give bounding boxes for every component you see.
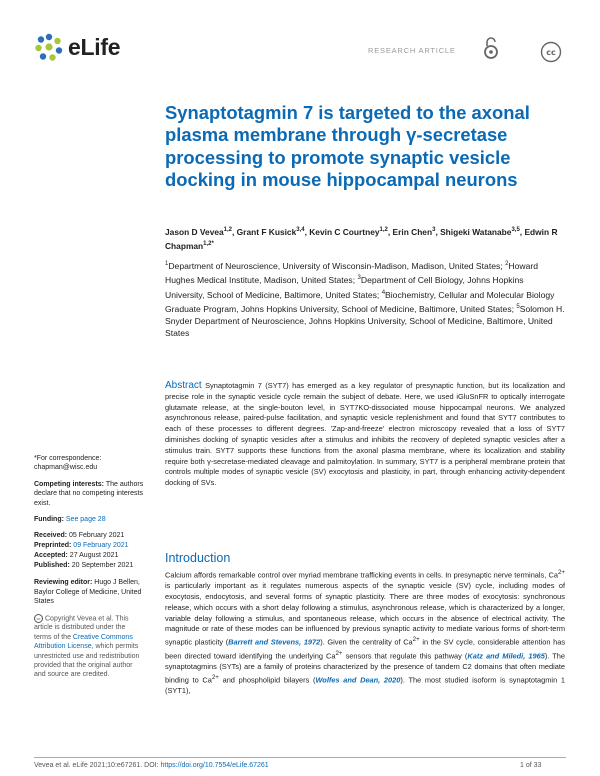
reviewing-editor [34, 578, 144, 606]
correspondence-label: *For correspondence: [34, 455, 102, 462]
author-affiliation-marker: 1,2 [379, 227, 388, 233]
competing-interests [34, 480, 144, 508]
citation-link[interactable]: Katz and Miledi, 1965 [467, 650, 545, 660]
reviewing-label: Reviewing editor: [34, 579, 93, 587]
intro-text-2: is particularly important as it regulates numerous aspects of the synaptic vesicle (SV) cycle, including modes of exocytosis, endocytosis, and several forms of synaptic plasticity. There are three modes of exocytosis: synchronous release, which occurs with a short delay following a stimulus, asynchronous release, which is characterized by a longer, variable delay following a stimulus, and spontaneous release, which occurs in the absence of electrical activity. The magnitude or rate of these modes can be influenced by previous synaptic activity to mediate various forms of short-term synaptic plasticity ( [165, 581, 565, 647]
open-access-icon[interactable] [482, 36, 500, 60]
copyright-notice [34, 614, 144, 680]
copyright-text-b: which permits unrestricted use and redistribution provided that the original author and source are credited. [34, 643, 140, 679]
article-dates [34, 531, 144, 571]
intro-text-3: ). Given the centrality of Ca [320, 637, 413, 647]
article-type: RESEARCH ARTICLE [368, 46, 456, 55]
author-name: Kevin C Courtney [309, 226, 380, 237]
superscript: 2+ [335, 649, 343, 657]
copyright-text-a: Copyright Vevea et al. This article is distributed under the terms of the [34, 615, 129, 641]
published-date: 20 September 2021 [71, 562, 134, 570]
intro-text-1: Calcium affords remarkable control over myriad membrane trafficking events in cells. In presynaptic nerve terminals, Ca [165, 570, 558, 580]
creative-commons-icon[interactable] [540, 41, 562, 63]
correspondence-email[interactable]: chapman@wisc.edu [34, 464, 98, 472]
author-affiliation-marker: 1,2* [203, 240, 214, 247]
accepted-label: Accepted: [34, 552, 68, 560]
citation-link[interactable]: Wolfes and Dean, 2020 [315, 675, 401, 685]
introduction-text [165, 568, 565, 697]
logo-text: eLife [68, 33, 121, 60]
affiliation-text: Howard Hughes Medical Institute, Madison, United States; [165, 260, 539, 286]
affiliation-number: 5 [516, 303, 520, 310]
intro-text-8: ). The most studied isoform is synaptotagmin 1 (SYT1), [165, 675, 565, 695]
affiliation-number: 1 [165, 261, 169, 267]
superscript: 2+ [412, 636, 420, 644]
preprinted-label: Preprinted: [34, 542, 72, 550]
affiliation-text: Solomon H. Snyder Department of Neuroscience, Johns Hopkins University, School of Medicine, Baltimore, United States [165, 303, 565, 339]
svg-text:cc: cc [546, 48, 556, 57]
accepted-date: 27 August 2021 [69, 552, 119, 560]
reviewing-text: Hugo J Bellen, Baylor College of Medicine, United States [34, 579, 142, 606]
intro-text-4: in the SV cycle, considerable attention has been directed toward identifying the underlying Ca [165, 637, 566, 660]
superscript: 2+ [557, 569, 565, 576]
citation-link[interactable]: Barrett and Stevens, 1972 [228, 637, 321, 647]
affiliation-number: 4 [381, 289, 386, 296]
correspondence [34, 454, 144, 473]
abstract-text: Synaptotagmin 7 (SYT7) has emerged as a key regulator of presynaptic function, but its localization and precise role in the synaptic vesicle cycle remain the subject of debate. Here, we used iGluSnFR to optically interrogate glutamate release, at the single-bouton level, in SYT7KO-dissociated mouse hippocampal neurons. We analyzed asynchronous release, paired-pulse facilitation, and synaptic vesicle replenishment and found that SYT7 contributes to each of these processes to different degrees. 'Zap-and-freeze' electron microscopy revealed that a loss of SYT7 diminishes docking of synaptic vesicles after a stimulus and inhibits the recovery of depleted synaptic vesicles after a stimulus train. SYT7 supports these functions from the axonal plasma membrane, where its localization and stability require both γ-secretase-mediated cleavage and palmitoylation. In summary, SYT7 is a peripheral membrane protein that controls multiple modes of synaptic vesicle (SV) exocytosis and plasticity, in part, through enhancing activity-dependent docking of SVs. [165, 381, 565, 488]
author-affiliation-marker: 3,4 [296, 227, 305, 233]
intro-text-7: and phospholipid bilayers ( [218, 675, 316, 685]
author-affiliation-marker: 3 [432, 227, 436, 233]
funding [34, 515, 144, 524]
copyright-cc-icon: cc [34, 614, 43, 623]
author-name: Grant F Kusick [236, 226, 297, 237]
abstract-heading: Abstract [165, 380, 202, 391]
competing-text: The authors declare that no competing interests exist. [34, 480, 144, 507]
affiliation-list [165, 258, 565, 340]
affiliation-text: Department of Neuroscience, University of Wisconsin-Madison, Madison, United States; [168, 260, 506, 271]
superscript: 2+ [211, 673, 219, 681]
preprinted-date[interactable]: 09 February 2021 [73, 542, 129, 550]
footer-citation-text: Vevea et al. eLife 2021;10:e67261. DOI: [34, 762, 159, 769]
affiliation-text: Biochemistry, Cellular and Molecular Biology Graduate Program, Johns Hopkins University, School of Medicine, Baltimore, United States; [165, 289, 555, 314]
article-sidebar [34, 454, 144, 687]
received-date: 05 February 2021 [69, 532, 125, 540]
published-label: Published: [34, 562, 70, 570]
page-number: 1 of 33 [520, 762, 542, 769]
elife-logo [34, 32, 120, 62]
author-affiliation-marker: 1,2 [223, 227, 233, 233]
funding-label: Funding: [34, 516, 64, 524]
introduction-heading: Introduction [165, 551, 231, 565]
author-name: Erin Chen [392, 226, 433, 237]
abstract [165, 381, 565, 489]
competing-label: Competing interests: [34, 480, 105, 488]
footer-doi-link[interactable]: https://doi.org/10.7554/eLife.67261 [160, 762, 269, 769]
author-name: Jason D Vevea [165, 226, 224, 237]
license-link[interactable]: Creative Commons Attribution License, [34, 633, 133, 651]
elife-logo-mark-icon [34, 32, 64, 62]
intro-text-6: ). The synaptotagmins (SYTs) are a family of proteins characterized by the presence of tandem C2 domains that often mediate binding to Ca [165, 650, 566, 685]
footer-divider [34, 757, 566, 758]
author-list: Jason D Vevea$^{1,2}$, Grant F Kusick$^{3,4}$, Kevin C Courtney$^{1,2}$, Erin Chen$^3$, Shigeki Watanabe$^{3,5}$, Edwin R Chapman$^{1,2*}$ [165, 226, 558, 251]
author-name: Edwin R Chapman [165, 226, 558, 251]
affiliation-text: Department of Cell Biology, Johns Hopkins University, School of Medicine, Baltimore, United States; [165, 275, 524, 300]
affiliation-number: 3 [357, 275, 361, 282]
affiliation-number: 2 [505, 261, 509, 267]
received-label: Received: [34, 532, 68, 540]
author-name: Shigeki Watanabe [440, 226, 512, 237]
author-affiliation-marker: 3,5 [511, 227, 520, 233]
footer-citation [34, 762, 269, 769]
intro-text-5: sensors that regulate this pathway ( [342, 650, 468, 660]
funding-link[interactable]: See page 28 [65, 516, 106, 524]
article-title: Synaptotagmin 7 is targeted to the axonal plasma membrane through γ-secretase processing to promote synaptic vesicle docking in mouse hippocampal neurons [165, 102, 530, 191]
